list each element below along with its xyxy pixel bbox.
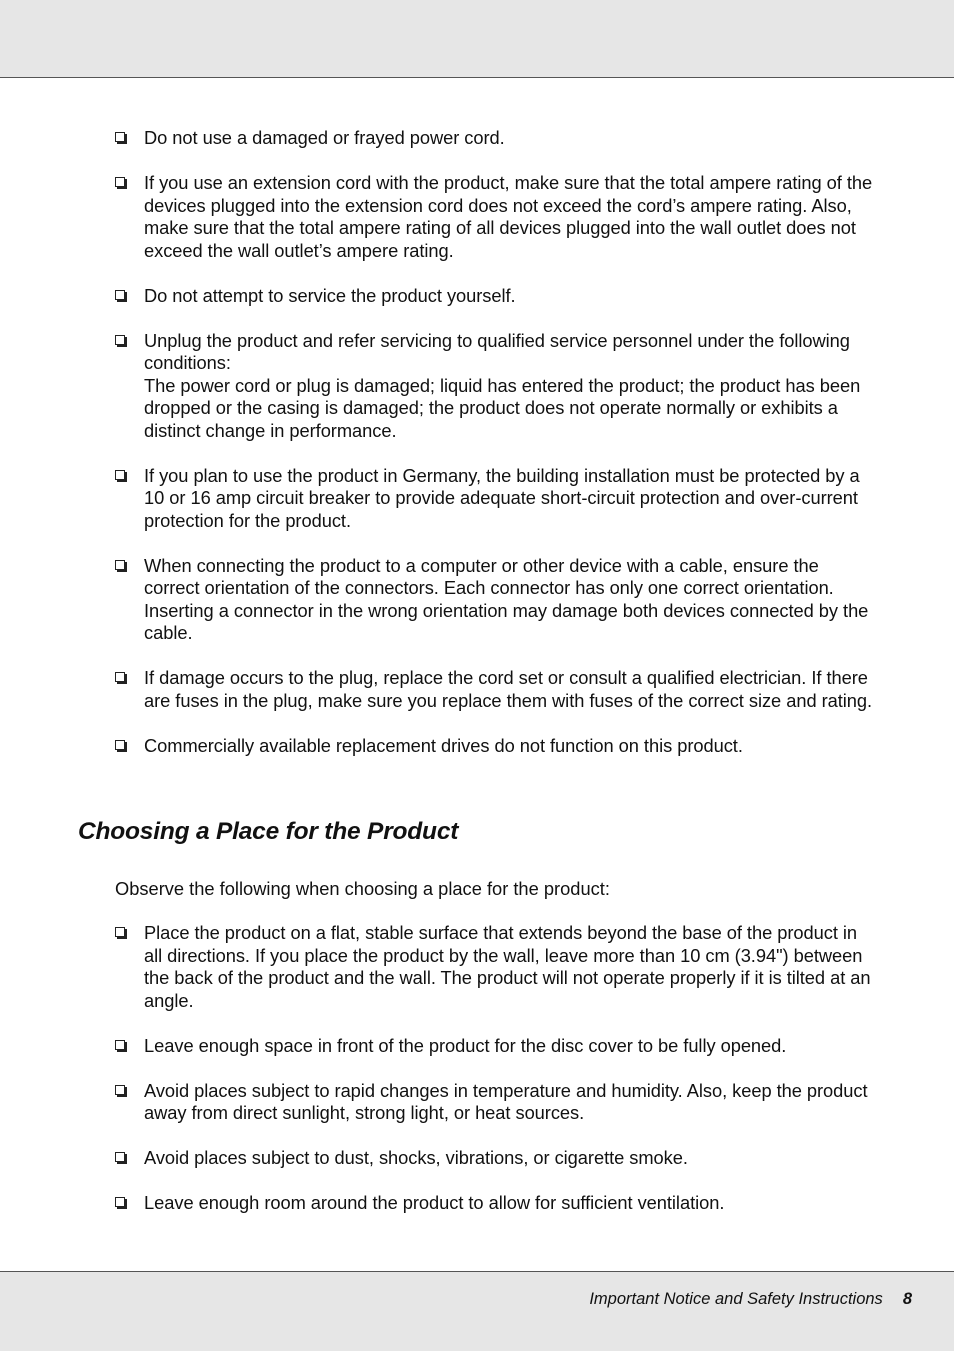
list-item-continuation: The power cord or plug is damaged; liquid has entered the product; the product has been dropped or the casing is damaged; the product does not operate normally or exhibits a distinct change in performance. xyxy=(144,374,861,441)
intro-paragraph: Observe the following when choosing a place for the product: xyxy=(115,878,610,899)
checkbox-bullet-icon xyxy=(115,1085,125,1095)
checkbox-bullet-icon xyxy=(115,1040,125,1050)
checkbox-bullet-icon xyxy=(115,177,125,187)
checkbox-bullet-icon xyxy=(115,335,125,345)
list-item xyxy=(115,1147,875,1170)
list-item xyxy=(115,735,875,758)
list-item xyxy=(115,1035,875,1058)
list-item-text: Avoid places subject to rapid changes in temperature and humidity. Also, keep the product away from direct sunlight, strong light, or heat sources. xyxy=(144,1079,868,1123)
safety-list xyxy=(115,127,875,780)
list-item xyxy=(115,555,875,645)
footer-section-title: Important Notice and Safety Instructions xyxy=(589,1290,883,1308)
checkbox-bullet-icon xyxy=(115,470,125,480)
list-item xyxy=(115,172,875,262)
page-number: 8 xyxy=(902,1290,912,1308)
list-item-text: Commercially available replacement drives do not function on this product. xyxy=(144,734,743,756)
checkbox-bullet-icon xyxy=(115,740,125,750)
section-heading: Choosing a Place for the Product xyxy=(78,818,459,845)
list-item-text: If damage occurs to the plug, replace the cord set or consult a qualified electrician. If there are fuses in the plug, make sure you replace them with fuses of the correct size and rating. xyxy=(144,667,873,711)
checkbox-bullet-icon xyxy=(115,560,125,570)
list-item-text: Do not attempt to service the product yourself. xyxy=(144,284,516,306)
checkbox-bullet-icon xyxy=(115,1197,125,1207)
list-item-text: Unplug the product and refer servicing to qualified service personnel under the following conditions: xyxy=(144,329,850,373)
list-item-text: If you plan to use the product in Germany, the building installation must be protected by a 10 or 16 amp circuit breaker to provide adequate short-circuit protection and over-current protection for the product. xyxy=(144,464,860,531)
checkbox-bullet-icon xyxy=(115,132,125,142)
placement-list xyxy=(115,922,875,1237)
checkbox-bullet-icon xyxy=(115,672,125,682)
list-item xyxy=(115,1080,875,1125)
checkbox-bullet-icon xyxy=(115,290,125,300)
list-item xyxy=(115,465,875,533)
footer xyxy=(589,1290,912,1309)
header-band xyxy=(0,0,954,78)
checkbox-bullet-icon xyxy=(115,1152,125,1162)
list-item-text: Place the product on a flat, stable surface that extends beyond the base of the product in all directions. If you place the product by the wall, leave more than 10 cm (3.94") between the back of the product and the wall. The product will not operate properly if it is tilted at an angle. xyxy=(144,922,871,1011)
list-item-text: Leave enough room around the product to allow for sufficient ventilation. xyxy=(144,1192,725,1213)
footer-band xyxy=(0,1271,954,1351)
checkbox-bullet-icon xyxy=(115,927,125,937)
list-item xyxy=(115,667,875,712)
list-item xyxy=(115,285,875,308)
list-item xyxy=(115,1192,875,1215)
list-item-text: When connecting the product to a computer or other device with a cable, ensure the correct orientation of the connectors. Each connector has only one correct orientation. Inserting a connector in the wrong orientation may damage both devices connected by the cable. xyxy=(144,554,869,643)
list-item-text: Leave enough space in front of the product for the disc cover to be fully opened. xyxy=(144,1034,787,1056)
list-item-text: If you use an extension cord with the product, make sure that the total ampere rating of the devices plugged into the extension cord does not exceed the cord’s ampere rating. Also, make sure that the total ampere rating of all devices plugged into the wall outlet does not exceed the wall outlet’s ampere rating. xyxy=(144,172,873,261)
list-item xyxy=(115,127,875,150)
list-item xyxy=(115,922,875,1012)
list-item xyxy=(115,330,875,443)
list-item-text: Do not use a damaged or frayed power cord. xyxy=(144,127,505,148)
list-item-text: Avoid places subject to dust, shocks, vibrations, or cigarette smoke. xyxy=(144,1147,688,1168)
